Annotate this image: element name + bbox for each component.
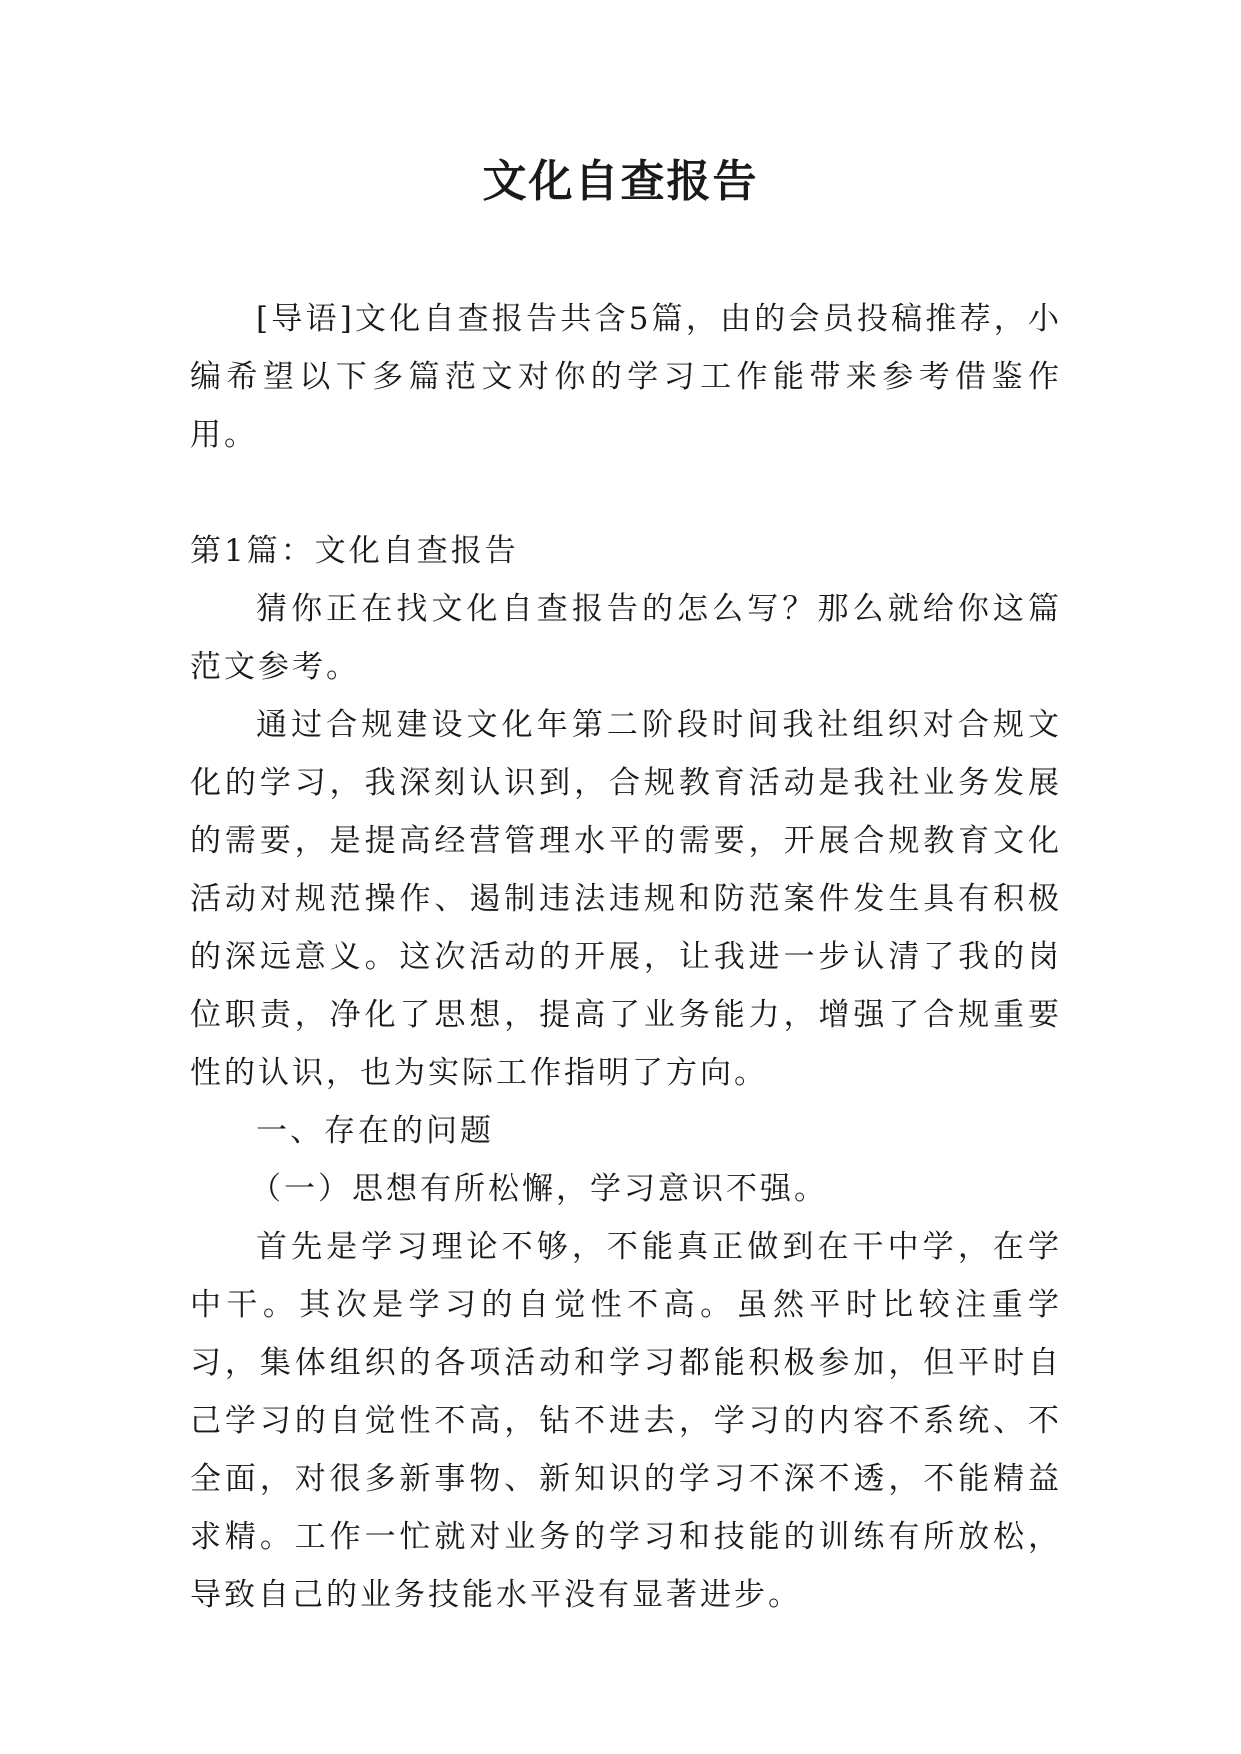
body-paragraph: 猜你正在找文化自查报告的怎么写？那么就给你这篇范文参考。 [190,591,1062,685]
document-title: 文化自查报告 [482,156,759,207]
section-heading: 第1篇：文化自查报告 [190,533,519,569]
body-paragraph: 首先是学习理论不够，不能真正做到在干中学，在学中干。其次是学习的自觉性不高。虽然平时比较注重学习，集体组织的各项活动和学习都能积极参加，但平时自己学习的自觉性不高，钻不进去，学习的内容不系统、不全面，对很多新事物、新知识的学习不深不透，不能精益求精。工作一忙就对业务的学习和技能的训练有所放松，导致自己的业务技能水平没有显著进步。 [190,1229,1062,1613]
document-body [190,290,1062,1624]
intro-paragraph: [导语]文化自查报告共含5篇，由的会员投稿推荐，小编希望以下多篇范文对你的学习工作能带来参考借鉴作用。 [190,301,1062,453]
body-paragraph: 通过合规建设文化年第二阶段时间我社组织对合规文化的学习，我深刻认识到，合规教育活动是我社业务发展的需要，是提高经营管理水平的需要，开展合规教育文化活动对规范操作、遏制违法违规和防范案件发生具有积极的深远意义。这次活动的开展，让我进一步认清了我的岗位职责，净化了思想，提高了业务能力，增强了合规重要性的认识，也为实际工作指明了方向。 [190,707,1062,1091]
subheading: 一、存在的问题 [256,1113,494,1149]
subheading-item: （一）思想有所松懈，学习意识不强。 [250,1171,828,1207]
